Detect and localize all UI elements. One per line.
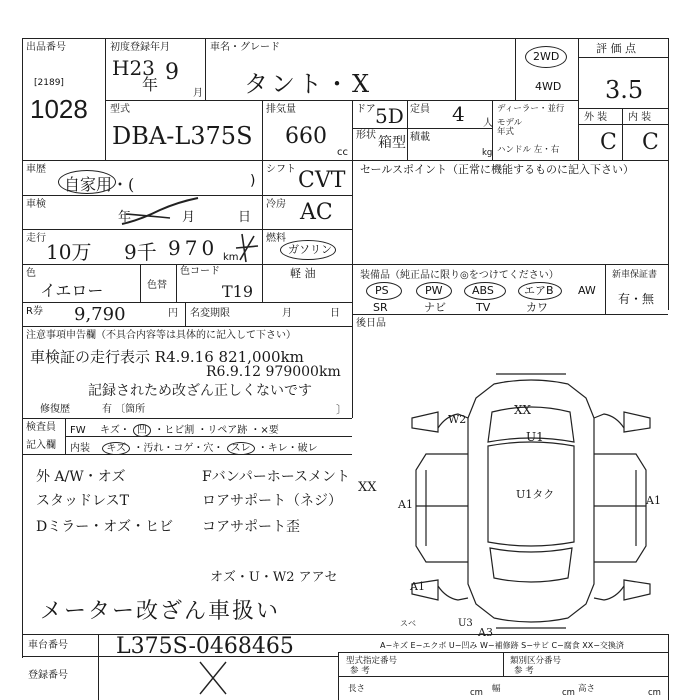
divider	[578, 57, 668, 58]
eq-tv: TV	[476, 301, 491, 314]
fuel-label: 燃料	[266, 233, 286, 244]
frame-top	[22, 38, 668, 39]
inspector-dent: 凹	[133, 424, 151, 437]
divider	[22, 302, 352, 303]
color-sub-label: 色替	[147, 280, 167, 291]
capacity-unit: 人	[483, 118, 493, 129]
aftermarket-label: 後日品	[356, 318, 386, 329]
mark-a1-left: A1	[398, 498, 413, 511]
length-unit: cm	[470, 688, 483, 698]
inspection-strike	[120, 196, 200, 230]
int-label: 内 装	[628, 112, 652, 123]
remark-right-mark: XX	[358, 480, 377, 495]
notes-line1: 車検証の走行表示 R4.9.16 821,000km	[30, 348, 304, 366]
fuel-diesel: 軽 油	[290, 267, 316, 280]
displacement-label: 排気量	[266, 104, 296, 115]
first-reg-nen: 年	[142, 75, 159, 94]
equipment-label: 装備品（純正品に限り◎をつけてください）	[360, 270, 559, 281]
remark-right-1: Fバンパーホースメント	[202, 469, 351, 485]
divider	[140, 264, 141, 302]
doors-value: 5D	[375, 104, 404, 128]
history-close: )	[250, 173, 256, 189]
eq-abs: ABS	[472, 284, 494, 297]
model-year-label2: 年式	[497, 127, 515, 137]
eq-sr: SR	[373, 301, 388, 314]
mileage-sen: 9千	[124, 240, 157, 264]
divider	[622, 108, 623, 160]
first-reg-label: 初度登録年月	[110, 42, 170, 53]
eq-airbag: エアB	[524, 284, 554, 297]
color-code: T19	[222, 282, 254, 301]
remark-left-1: 外 A/W・オズ	[36, 469, 126, 485]
recycle-unit: 円	[168, 308, 178, 319]
cooler-label: 冷房	[266, 199, 286, 210]
lot-label: 出品番号	[26, 42, 66, 53]
shift-label: シフト	[266, 164, 296, 175]
mileage-mark	[234, 232, 260, 264]
inspector-label2: 記入欄	[26, 440, 56, 451]
first-reg-month: 9	[165, 60, 179, 85]
int-score: C	[642, 130, 659, 155]
remark-bottom: オズ・U・W2 アアセ	[210, 570, 338, 585]
divider	[352, 128, 492, 129]
recycle-value: 9,790	[74, 304, 126, 325]
first-reg-era: H23	[112, 56, 155, 80]
capacity-label: 定員	[410, 104, 430, 115]
divider	[262, 160, 263, 302]
divider	[176, 264, 177, 302]
dealer-label: ディーラー・並行	[497, 104, 565, 114]
inspector-repair: ・リペア跡	[197, 425, 248, 436]
car-name: タント・X	[244, 70, 373, 98]
model-value: DBA-L375S	[112, 122, 253, 150]
warranty-value: 有・無	[618, 292, 655, 306]
score-label: 評 価 点	[596, 42, 636, 55]
inspector-replace: ・×要	[250, 425, 279, 436]
frame-right	[668, 38, 669, 310]
inspector-row1	[70, 421, 279, 436]
score-value: 3.5	[605, 76, 644, 104]
divider	[605, 264, 606, 314]
eq-ps: PS	[375, 284, 389, 297]
mark-sube: スベ	[400, 619, 416, 628]
reg-label: 登録番号	[28, 670, 68, 681]
frame-left	[22, 38, 23, 658]
category-label: 類別区分番号	[510, 656, 562, 666]
sales-point-label: セールスポイント（正常に機能するものに記入下さい）	[360, 163, 635, 176]
model-year-label1: モデル	[497, 118, 523, 128]
color-code-label: 色コード	[180, 266, 220, 277]
notes-label: 注意事項申告欄（不具合内容等は具体的に記入して下さい）	[26, 330, 296, 341]
divider	[407, 100, 408, 160]
repair-label: 修復歴	[40, 404, 70, 415]
mileage-unit: km	[223, 252, 239, 263]
divider	[185, 302, 186, 326]
lot-number: 1028	[30, 94, 88, 124]
divider	[352, 160, 353, 418]
drive-4wd: 4WD	[535, 80, 562, 93]
mark-a1-rear: A1	[410, 580, 425, 593]
meter-note: メーター改ざん車扱い	[40, 599, 281, 624]
length-label: 長さ	[348, 684, 366, 694]
capacity-value: 4	[452, 102, 465, 126]
divider	[515, 38, 516, 100]
inspector-int-kizu: キズ	[102, 442, 130, 455]
mark-a1-right: A1	[646, 494, 661, 507]
width-unit: cm	[562, 688, 575, 698]
chassis-label: 車台番号	[28, 640, 68, 651]
load-label: 積載	[410, 132, 430, 143]
name-change-label: 名変期限	[190, 308, 230, 319]
history-label: 車歴	[26, 164, 46, 175]
notes-line2: R6.9.12 979000km	[206, 364, 341, 380]
divider	[578, 108, 668, 109]
history-value: 自家用・(	[64, 175, 135, 194]
inspector-row2	[70, 439, 318, 454]
displacement-unit: cc	[337, 147, 348, 158]
divider	[262, 100, 263, 160]
inspector-sure: スレ	[227, 442, 255, 455]
divider	[668, 634, 669, 700]
ref-label-1: 参 考	[350, 666, 370, 676]
mark-a3: A3	[478, 626, 493, 639]
eq-leather: カワ	[526, 301, 548, 314]
remark-right-2: ロアサポート（ネジ）	[202, 493, 342, 509]
divider	[503, 652, 504, 676]
inspector-dirt: ・汚れ・コゲ・穴・	[133, 443, 224, 454]
mileage-man: 10万	[46, 240, 92, 264]
inspection-gatsu: 月	[182, 210, 196, 225]
inspection-label: 車検	[26, 199, 46, 210]
drive-2wd: 2WD	[533, 50, 560, 63]
divider	[105, 38, 106, 160]
model-cert-label: 型式指定番号	[346, 656, 398, 666]
warranty-label: 新車保証書	[612, 270, 658, 280]
divider	[22, 160, 668, 161]
divider	[578, 124, 668, 125]
inspector-tear: ・キレ・破レ	[257, 443, 318, 454]
height-label: 高さ	[578, 684, 596, 694]
first-reg-gatsu: 月	[193, 88, 203, 99]
mileage-rest: 970	[168, 236, 219, 260]
shape-value: 箱型	[378, 135, 406, 151]
mark-u1-taku: U1タク	[516, 488, 555, 501]
repair-close: 〕	[336, 403, 347, 416]
divider	[105, 100, 578, 101]
recycle-label: R券	[26, 306, 43, 317]
mark-xx: XX	[514, 403, 532, 417]
height-unit: cm	[648, 688, 661, 698]
remark-left-3: Dミラー・オズ・ヒビ	[36, 519, 174, 535]
inspection-nichi: 日	[238, 210, 252, 225]
reg-strike	[198, 660, 228, 696]
divider	[22, 326, 352, 327]
inspector-kizu: キズ・	[100, 425, 130, 436]
load-unit: kg	[482, 148, 493, 158]
divider	[352, 264, 668, 265]
mark-u1: U1	[526, 430, 544, 444]
width-label: 幅	[492, 684, 501, 694]
mark-u3: U3	[458, 618, 473, 629]
divider	[352, 314, 668, 315]
shift-value: CVT	[298, 168, 346, 193]
divider	[338, 676, 668, 677]
name-change-nichi: 日	[330, 308, 340, 319]
divider	[98, 634, 99, 700]
handle-label: ハンドル 左・右	[497, 145, 560, 155]
car-name-label: 車名・グレード	[210, 42, 280, 53]
mileage-label: 走行	[26, 233, 46, 244]
color-value: イエロー	[40, 281, 104, 300]
eq-pw: PW	[425, 284, 443, 297]
inspection-nen: 年	[118, 210, 132, 225]
divider	[22, 454, 352, 455]
name-change-gatsu: 月	[282, 308, 292, 319]
inspector-fw: FW	[70, 425, 86, 436]
eq-aw: AW	[578, 284, 596, 297]
lot-code: [2189]	[34, 78, 64, 88]
shape-label: 形状	[356, 130, 376, 141]
notes-line3: 記録されため改ざん正しくないです	[88, 383, 312, 399]
remark-right-3: コアサポート歪	[202, 519, 300, 535]
fuel-gasoline: ガソリン	[288, 243, 332, 256]
divider	[22, 418, 352, 419]
divider	[352, 100, 353, 160]
inspector-label1: 検査員	[26, 422, 56, 433]
eq-navi: ナビ	[424, 301, 446, 314]
doors-label: ドア	[356, 104, 376, 115]
divider	[205, 38, 206, 100]
divider	[65, 436, 352, 437]
inspector-interior: 内装	[70, 443, 90, 454]
cooler-value: AC	[300, 200, 333, 225]
ext-label: 外 装	[584, 112, 608, 123]
displacement-value: 660	[285, 124, 327, 149]
mark-w2: W2	[448, 413, 467, 426]
remark-left-2: スタッドレスT	[36, 493, 129, 509]
diagram-legend: A−キズ E−エクボ U−凹み W−補修跡 S−サビ C−腐食 XX−交換済	[380, 641, 624, 650]
color-label: 色	[26, 268, 36, 279]
model-label: 型式	[110, 104, 130, 115]
chassis-value: L375S-0468465	[116, 634, 294, 659]
ref-label-2: 参 考	[514, 666, 534, 676]
inspector-crack: ・ヒビ割	[154, 425, 195, 436]
repair-value: 有 〔箇所	[102, 404, 146, 415]
ext-score: C	[600, 130, 617, 155]
